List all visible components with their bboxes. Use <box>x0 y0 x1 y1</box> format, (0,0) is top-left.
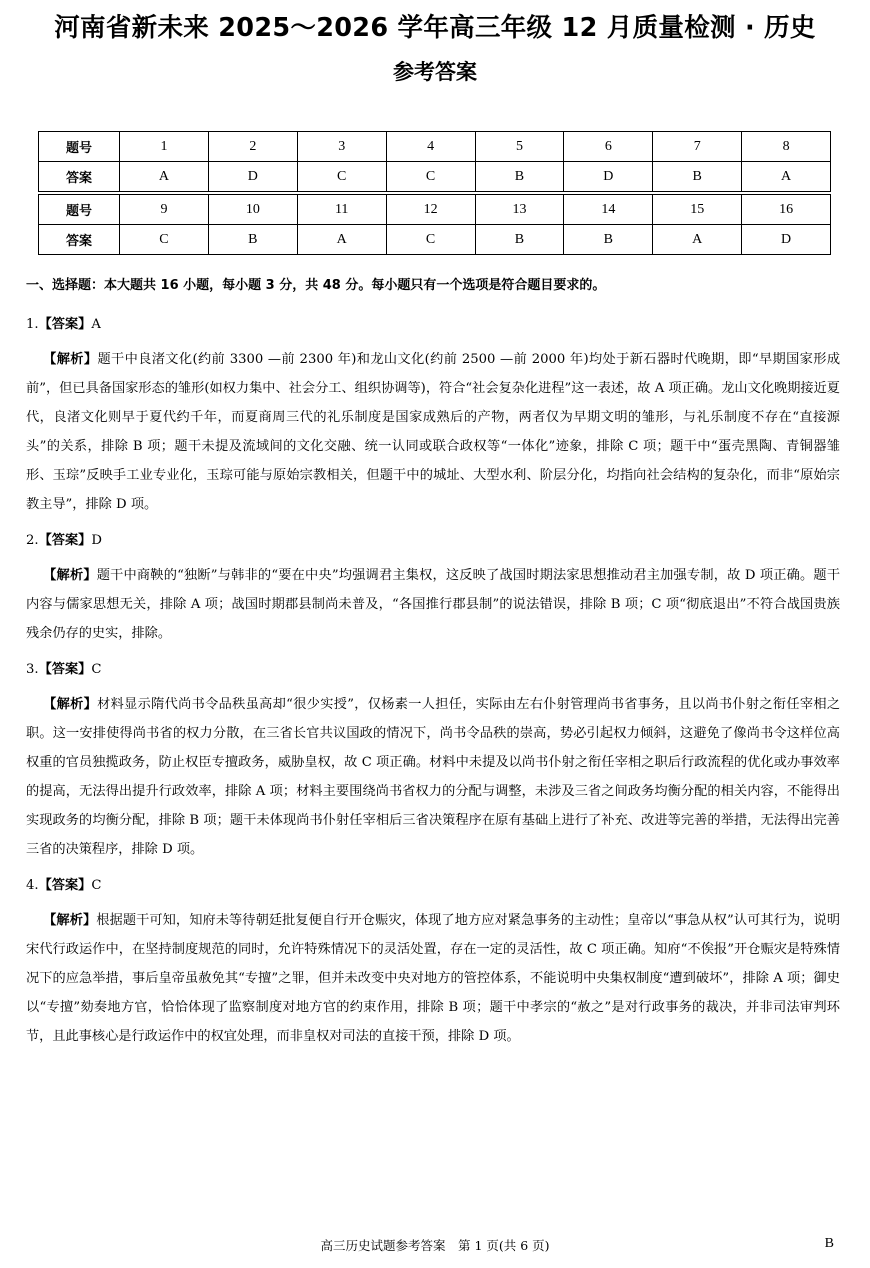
question-number-cell: 16 <box>742 195 831 225</box>
page-footer: 高三历史试题参考答案 第 1 页(共 6 页) <box>320 1238 550 1253</box>
questions-list <box>26 310 840 1058</box>
row-label-answer: 答案 <box>39 162 120 192</box>
row-label-answer: 答案 <box>39 225 120 255</box>
answer-cell: D <box>208 162 297 192</box>
answer-cell: C <box>386 225 475 255</box>
answer-cell: A <box>297 225 386 255</box>
analysis-text: 题干中商鞅的“独断”与韩非的“要在中央”均强调君主集权，这反映了战国时期法家思想推动君主加强专制，故 D 项正确。题干内容与儒家思想无关，排除 A 项；战国时期郡县制尚未普及，“各国推行郡县制”的说法错误，排除 B 项；C 项“彻底退出”不符合战国贵族残余仍存的史实，排除。 <box>26 568 841 641</box>
question-number-cell: 13 <box>475 195 564 225</box>
answer-cell: A <box>653 225 742 255</box>
question-number-cell: 8 <box>742 132 831 162</box>
question-number-cell: 10 <box>208 195 297 225</box>
analysis-paragraph <box>26 561 840 648</box>
question-number-cell: 12 <box>386 195 475 225</box>
question-number-cell: 6 <box>564 132 653 162</box>
analysis-tag: 【解析】 <box>43 352 98 367</box>
analysis-tag: 【解析】 <box>43 913 97 928</box>
answer-tag: 【答案】 <box>38 533 92 548</box>
question-number-cell: 7 <box>653 132 742 162</box>
answer-cell: C <box>120 225 209 255</box>
answer-value: A <box>91 317 101 332</box>
answer-line <box>26 526 840 555</box>
question-block <box>26 310 840 519</box>
page-title: 河南省新未来 2025～2026 学年高三年级 12 月质量检测 · 历史 <box>54 13 816 43</box>
question-number-cell: 4 <box>386 132 475 162</box>
answer-cell: B <box>653 162 742 192</box>
question-number-cell: 3 <box>297 132 386 162</box>
answer-cell: D <box>564 162 653 192</box>
question-number-cell: 11 <box>297 195 386 225</box>
question-number: 3. <box>26 662 39 677</box>
analysis-text: 题干中良渚文化(约前 3300 —前 2300 年)和龙山文化(约前 2500 —前 2000 年)均处于新石器时代晚期，即“早期国家形成前”，但已具备国家形态的雏形(如权力集中、社会分工、组织协调等)，符合“社会复杂化进程”这一表述，故 A 项正确。龙山文化晚期接近夏代，良渚文化则早于夏代约千年，而夏商周三代的礼乐制度是国家成熟后的产物，两者仅为早期文明的雏形，与礼乐制度不存在“直接源头”的关系，排除 B 项；题干未提及流域间的文化交融、统一认同或联合政权等“一体化”迹象，排除 C 项；题干中“蛋壳黑陶、青铜器雏形、玉琮”反映手工业专业化，玉琮可能与原始宗教相关，但题干中的城址、大型水利、阶层分化，均指向社会结构的复杂化，而非“原始宗教主导”，排除 D 项。 <box>26 352 841 512</box>
answer-tag: 【答案】 <box>38 878 92 893</box>
question-block <box>26 871 840 1051</box>
answer-value: C <box>91 662 102 677</box>
answer-cell: A <box>120 162 209 192</box>
question-number-cell: 1 <box>120 132 209 162</box>
question-block <box>26 526 840 648</box>
analysis-paragraph <box>26 345 840 519</box>
answer-cell: A <box>742 162 831 192</box>
answer-value: D <box>91 533 102 548</box>
answer-table-answer-row <box>39 225 831 255</box>
answer-value: C <box>91 878 102 893</box>
page-subtitle: 参考答案 <box>393 60 477 84</box>
analysis-text: 根据题干可知，知府未等待朝廷批复便自行开仓赈灾，体现了地方应对紧急事务的主动性；皇帝以“事急从权”认可其行为，说明宋代行政运作中，在坚持制度规范的同时，允许特殊情况下的灵活处置，存在一定的灵活性，故 C 项正确。知府“不俟报”开仓赈灾是特殊情况下的应急举措，事后皇帝虽赦免其“专擅”之罪，但并未改变中央对地方的管控体系，不能说明中央集权制度“遭到破坏”，排除 A 项；御史以“专擅”劾奏地方官，恰恰体现了监察制度对地方官的约束作用，排除 B 项；题干中孝宗的“赦之”是对行政事务的裁决，并非司法审判环节，且此事核心是行政运作中的权宜处理，而非皇权对司法的直接干预，排除 D 项。 <box>26 913 841 1044</box>
answer-table-number-row <box>39 195 831 225</box>
answer-line <box>26 871 840 900</box>
answer-table-answer-row <box>39 162 831 192</box>
answer-cell: B <box>475 162 564 192</box>
paper-version: B <box>824 1236 834 1251</box>
analysis-tag: 【解析】 <box>43 568 97 583</box>
answer-cell: C <box>386 162 475 192</box>
answer-cell: C <box>297 162 386 192</box>
answer-line <box>26 310 840 339</box>
analysis-text: 材料显示隋代尚书令品秩虽高却“很少实授”，仅杨素一人担任，实际由左右仆射管理尚书省事务，且以尚书仆射之衔任宰相之职。这一安排使得尚书省的权力分散，在三省长官共议国政的情况下，尚书令品秩的崇高，势必引起权力倾斜，这避免了像尚书令这样位高权重的官员独揽政务，防止权臣专擅政务，威胁皇权，故 C 项正确。材料中未提及以尚书仆射之衔任宰相之职后行政流程的优化或办事效率的提高，无法得出提升行政效率，排除 A 项；材料主要围绕尚书省权力的分配与调整，未涉及三省之间政务均衡分配的相关内容，不能得出实现政务的均衡分配，排除 B 项；题干未体现尚书仆射任宰相后三省决策程序在原有基础上进行了补充、改进等完善的举措，无法得出完善三省的决策程序，排除 D 项。 <box>26 697 841 857</box>
answer-cell: B <box>564 225 653 255</box>
row-label-number: 题号 <box>39 132 120 162</box>
answer-tag: 【答案】 <box>38 317 92 332</box>
answer-tag: 【答案】 <box>38 662 92 677</box>
analysis-paragraph <box>26 690 840 864</box>
question-number-cell: 9 <box>120 195 209 225</box>
question-number-cell: 5 <box>475 132 564 162</box>
answer-table <box>38 131 831 255</box>
answer-cell: B <box>208 225 297 255</box>
question-number: 2. <box>26 533 39 548</box>
row-label-number: 题号 <box>39 195 120 225</box>
answer-line <box>26 655 840 684</box>
answer-table-number-row <box>39 132 831 162</box>
question-number: 4. <box>26 878 39 893</box>
section-heading: 一、选择题：本大题共 16 小题，每小题 3 分，共 48 分。每小题只有一个选项是符合题目要求的。 <box>26 278 606 293</box>
answer-cell: D <box>742 225 831 255</box>
question-number: 1. <box>26 317 39 332</box>
question-number-cell: 2 <box>208 132 297 162</box>
question-block <box>26 655 840 864</box>
analysis-tag: 【解析】 <box>43 697 98 712</box>
question-number-cell: 14 <box>564 195 653 225</box>
answer-cell: B <box>475 225 564 255</box>
analysis-paragraph <box>26 906 840 1051</box>
question-number-cell: 15 <box>653 195 742 225</box>
